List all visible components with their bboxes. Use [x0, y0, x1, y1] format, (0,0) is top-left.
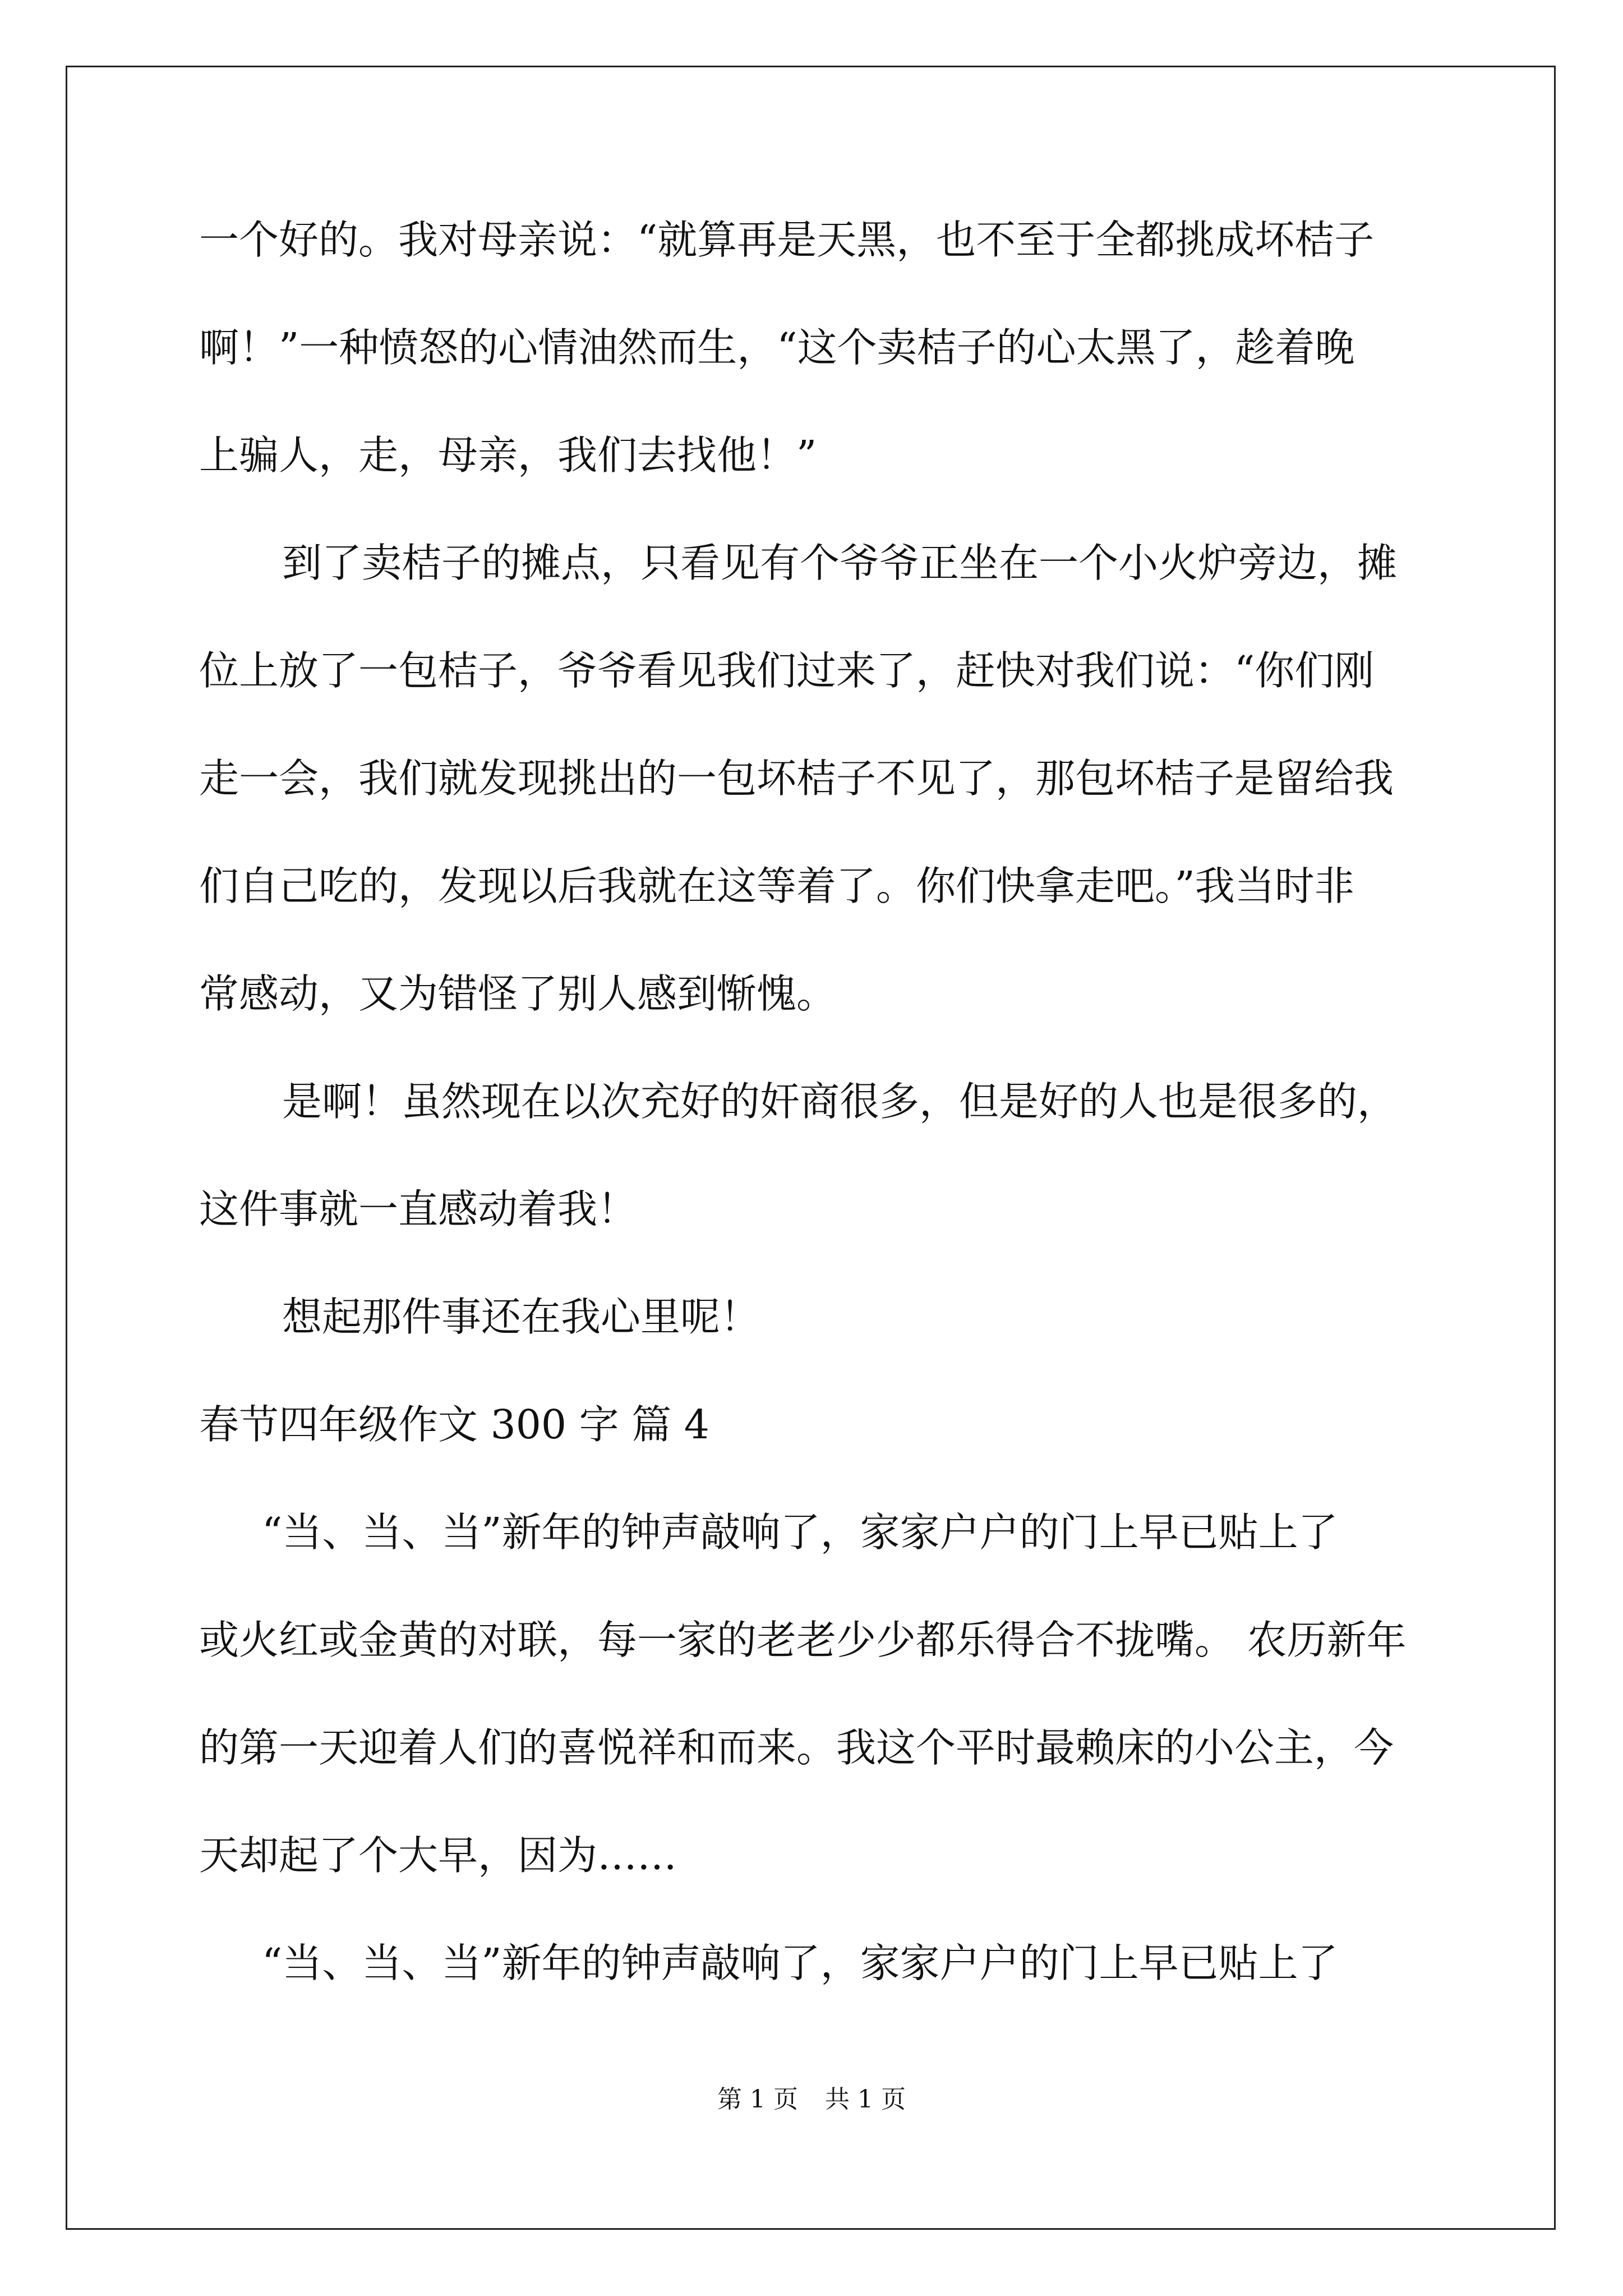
- text-line: 天却起了个大早，因为……: [199, 1832, 677, 1879]
- paragraph-start-line: 到了卖桔子的摊点，只看见有个爷爷正坐在一个小火炉旁边，摊: [282, 540, 1398, 586]
- text-line: 啊！”一种愤怒的心情油然而生，“这个卖桔子的心太黑了，趁着晚: [199, 324, 1355, 371]
- page-footer: [0, 2083, 1623, 2116]
- text-line: 的第一天迎着人们的喜悦祥和而来。我这个平时最赖床的小公主，今: [199, 1724, 1394, 1771]
- paragraph-start-line: 是啊！虽然现在以次充好的奸商很多，但是好的人也是很多的，: [282, 1078, 1398, 1125]
- text-line: 这件事就一直感动着我！: [199, 1186, 638, 1232]
- text-line: 们自己吃的，发现以后我就在这等着了。你们快拿走吧。”我当时非: [199, 863, 1354, 909]
- text-line: 或火红或金黄的对联，每一家的老老少少都乐得合不拢嘴。 农历新年: [199, 1617, 1407, 1663]
- paragraph-start-line: 想起那件事还在我心里呢！: [282, 1294, 760, 1340]
- page-number: 第 1 页: [717, 2085, 798, 2114]
- document-body: [199, 213, 1431, 2044]
- text-line: 一个好的。我对母亲说：“就算再是天黑，也不至于全都挑成坏桔子: [199, 217, 1375, 263]
- text-line: 位上放了一包桔子，爷爷看见我们过来了，赶快对我们说：“你们刚: [199, 647, 1375, 694]
- paragraph-start-line: “当、当、当”新年的钟声敲响了，家家户户的门上早已贴上了: [262, 1509, 1338, 1556]
- text-line: 上骗人，走，母亲，我们去找他！”: [199, 432, 817, 478]
- paragraph-start-line: “当、当、当”新年的钟声敲响了，家家户户的门上早已贴上了: [262, 1940, 1338, 1986]
- section-heading: 春节四年级作文 300 字 篇 4: [199, 1401, 709, 1448]
- text-line: 常感动，又为错怪了别人感到惭愧。: [199, 970, 837, 1017]
- text-line: 走一会，我们就发现挑出的一包坏桔子不见了，那包坏桔子是留给我: [199, 755, 1394, 802]
- page-total: 共 1 页: [825, 2085, 906, 2114]
